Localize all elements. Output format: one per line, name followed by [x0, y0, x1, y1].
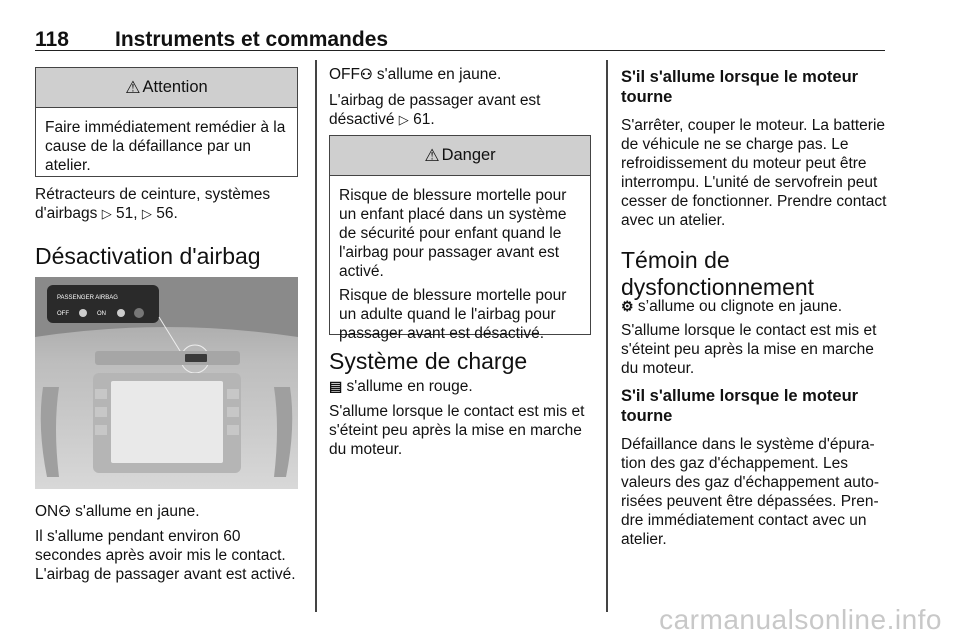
attention-title: Attention — [142, 78, 208, 96]
warning-icon: ⚠ — [125, 77, 141, 97]
mil-paragraph: S'allume lorsque le contact est mis et s'éteint peu après la mise en marche du moteur. — [621, 322, 877, 377]
photo-label-passenger: PASSENGER AIRBAG — [57, 295, 118, 301]
charge-paragraph: S'allume lorsque le contact est mis et s'éteint peu après la mise en marche du moteur. — [329, 403, 585, 458]
heading-airbag-deactivation: Désactivation d'airbag — [35, 243, 261, 269]
airbag-on-icon: ⚇ — [58, 503, 71, 519]
retractors-text: Rétracteurs de ceinture, systèmes d'airbags — [35, 186, 271, 222]
emissions-paragraph: Défaillance dans le système d'épuration des gaz d'échappement. Les valeurs des gaz d'échappement autorisées peuvent être dépassées. Prendre immédiatement contact avec un atelier. — [621, 436, 880, 548]
danger-box — [329, 135, 591, 342]
retractors-ref-2: 56. — [156, 205, 178, 222]
photo-label-off: OFF — [57, 311, 69, 317]
danger-para-1: Risque de blessure mortelle pour un enfant placé dans un système de sécurité pour enfant quand le l'airbag pour passager avant est activé. — [339, 187, 567, 280]
page-number: 118 — [35, 28, 69, 51]
off-prefix: OFF — [329, 66, 360, 83]
retractors-paragraph — [35, 185, 300, 223]
attention-header — [36, 68, 297, 108]
heading-malfunction-indicator: Témoin de dysfonctionnement — [621, 247, 815, 300]
page-ref-arrow-icon: ▷ — [398, 112, 409, 127]
attention-body: Faire immédiatement remédier à la cause de la défaillance par un atelier. — [45, 119, 286, 174]
engine-icon: ⚙ — [621, 298, 634, 314]
danger-body — [330, 176, 590, 349]
on-prefix: ON — [35, 503, 59, 520]
attention-box — [35, 67, 298, 177]
off-text: s'allume en jaune. — [376, 66, 502, 83]
photo-label-on: ON — [97, 311, 106, 317]
danger-para-2: Risque de blessure mortelle pour un adulte quand le l'airbag pour passager avant est désactivé. — [339, 287, 567, 342]
danger-header — [330, 136, 590, 176]
mil-text: s’allume ou clignote en jaune. — [637, 298, 843, 315]
dashboard-photo — [35, 277, 298, 489]
page-header — [35, 25, 885, 51]
danger-title: Danger — [441, 146, 496, 164]
mil-indicator-line — [621, 297, 887, 316]
subheading-engine-running-1: S'il s'allume lorsque le moteur tourne — [621, 68, 859, 106]
deactivated-paragraph — [329, 91, 594, 129]
on-indicator-line — [35, 502, 300, 521]
column-divider — [315, 60, 317, 612]
page-title: Instruments et commandes — [115, 28, 389, 51]
warning-icon: ⚠ — [424, 145, 440, 165]
watermark: carmanualsonline.info — [659, 604, 942, 635]
heading-charging-system: Système de charge — [329, 348, 528, 374]
deactivated-text: L'airbag de passager avant est désactivé — [329, 92, 541, 128]
battery-icon: ▤ — [329, 378, 343, 394]
deactivated-ref: 61. — [413, 111, 435, 128]
page-ref-arrow-icon: ▷ — [101, 206, 112, 221]
page-ref-arrow-icon: ▷ — [141, 206, 152, 221]
on-paragraph: Il s'allume pendant environ 60 secondes après avoir mis le contact. L'airbag de passager avant est activé. — [35, 528, 296, 583]
charge-indicator-line — [329, 377, 594, 396]
dashboard-illustration — [35, 277, 298, 489]
off-indicator-line — [329, 65, 594, 84]
column-divider — [606, 60, 608, 612]
battery-warning-paragraph: S'arrêter, couper le moteur. La batterie de véhicule ne se charge pas. Le refroidissement du moteur peut être interrompu. L'unité de servofrein peut cesser de fonctionner. Prendre contact avec un atelier. — [621, 117, 887, 229]
subheading-engine-running-2: S'il s'allume lorsque le moteur tourne — [621, 387, 859, 425]
retractors-ref-1: 51, — [116, 205, 138, 222]
charge-text: s'allume en rouge. — [346, 378, 473, 395]
airbag-off-icon: ⚇ — [360, 66, 373, 82]
on-text: s'allume en jaune. — [75, 503, 200, 520]
